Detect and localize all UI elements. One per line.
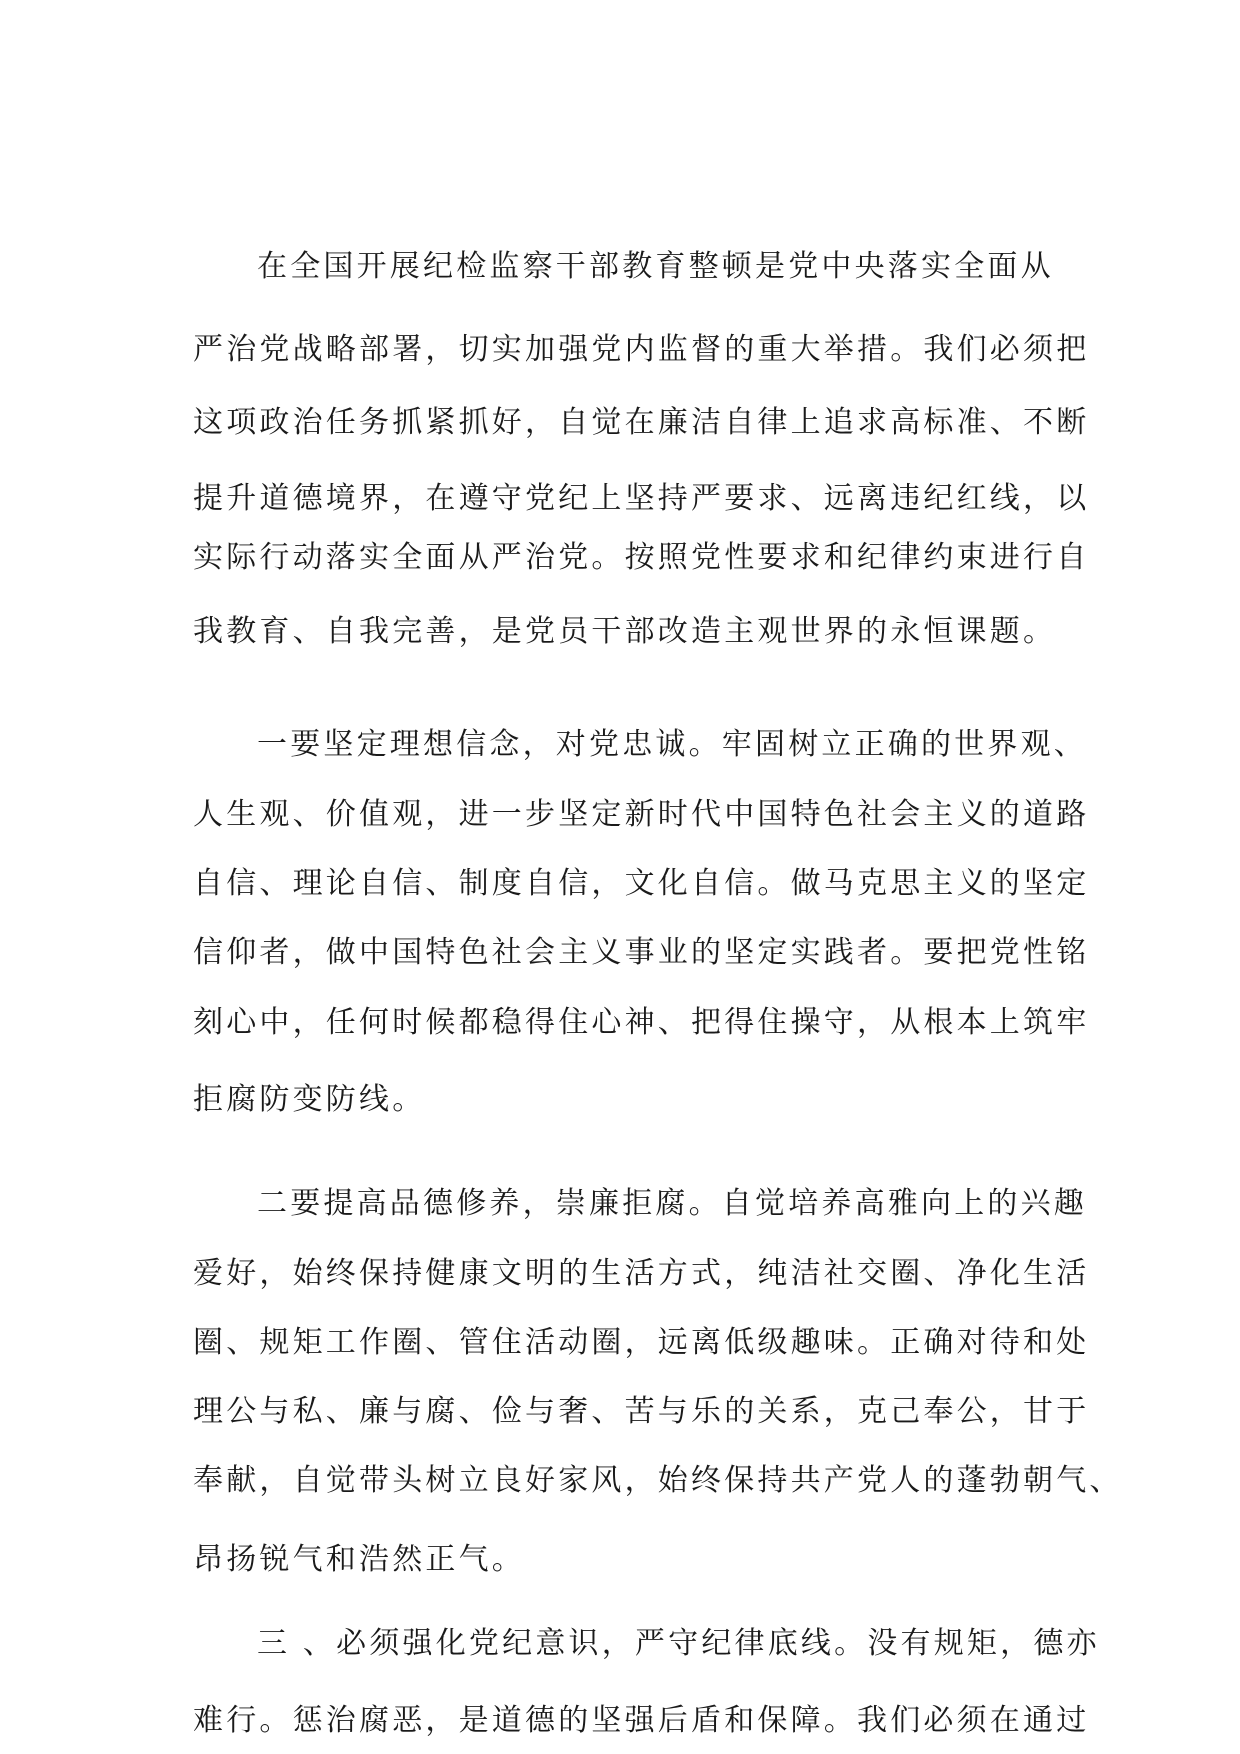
paragraph-1-line-4: 提升道德境界，在遵守党纪上坚持严要求、远离违纪红线，以 <box>193 481 1090 516</box>
paragraph-3-line-1: 二要提高品德修养，崇廉拒腐。自觉培养高雅向上的兴趣 <box>257 1186 1087 1221</box>
paragraph-2-line-5: 刻心中，任何时候都稳得住心神、把得住操守，从根本上筑牢 <box>193 1005 1090 1040</box>
paragraph-3-line-6: 昂扬锐气和浩然正气。 <box>193 1542 525 1577</box>
paragraph-2-line-1: 一要坚定理想信念，对党忠诚。牢固树立正确的世界观、 <box>257 727 1087 762</box>
paragraph-3-line-2: 爱好，始终保持健康文明的生活方式，纯洁社交圈、净化生活 <box>193 1256 1090 1291</box>
paragraph-3-line-5: 奉献，自觉带头树立良好家风，始终保持共产党人的蓬勃朝气、 <box>193 1463 1123 1498</box>
paragraph-1-line-5: 实际行动落实全面从严治党。按照党性要求和纪律约束进行自 <box>193 540 1090 575</box>
paragraph-2-line-4: 信仰者，做中国特色社会主义事业的坚定实践者。要把党性铭 <box>193 935 1090 970</box>
paragraph-4-line-1: 三 、必须强化党纪意识，严守纪律底线。没有规矩，德亦 <box>257 1626 1100 1661</box>
paragraph-1-line-2: 严治党战略部署，切实加强党内监督的重大举措。我们必须把 <box>193 332 1090 367</box>
paragraph-1-line-3: 这项政治任务抓紧抓好，自觉在廉洁自律上追求高标准、不断 <box>193 405 1090 440</box>
paragraph-2-line-3: 自信、理论自信、制度自信，文化自信。做马克思主义的坚定 <box>193 866 1090 901</box>
paragraph-1-line-6: 我教育、自我完善，是党员干部改造主观世界的永恒课题。 <box>193 614 1057 649</box>
paragraph-3-line-3: 圈、规矩工作圈、管住活动圈，远离低级趣味。正确对待和处 <box>193 1325 1090 1360</box>
paragraph-2-line-2: 人生观、价值观，进一步坚定新时代中国特色社会主义的道路 <box>193 797 1090 832</box>
paragraph-1-line-1: 在全国开展纪检监察干部教育整顿是党中央落实全面从 <box>257 249 1054 284</box>
paragraph-3-line-4: 理公与私、廉与腐、俭与奢、苦与乐的关系，克己奉公，甘于 <box>193 1394 1090 1429</box>
paragraph-4-line-2: 难行。惩治腐恶，是道德的坚强后盾和保障。我们必须在通过 <box>193 1703 1090 1738</box>
paragraph-2-line-6: 拒腐防变防线。 <box>193 1082 426 1117</box>
